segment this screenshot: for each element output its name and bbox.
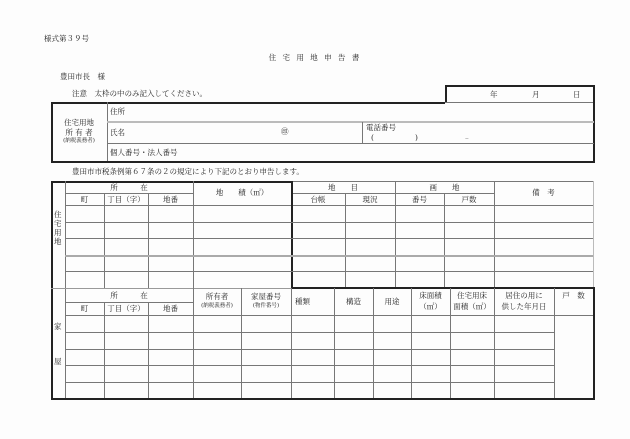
house-col-house-number: 家屋番号: [251, 292, 281, 301]
house-rows[interactable]: [65, 315, 593, 398]
land-col-units: 戸数: [461, 195, 477, 204]
house-side-label-1: 家: [54, 322, 62, 331]
land-col-registry: 台帳: [310, 195, 326, 204]
land-side-label: 住宅用地: [54, 210, 62, 246]
land-col-area: 地 積（㎡）: [215, 188, 269, 197]
phone-label: 電話番号: [366, 123, 396, 132]
house-location-header: 所 在: [110, 291, 148, 300]
house-col-res-floor-1: 住宅用床: [457, 291, 487, 300]
phone-paren-open: (: [371, 133, 374, 142]
house-col-chome: 丁目（字）: [107, 304, 145, 313]
notice-text: 注意 太枠の中のみ記入してください。: [72, 89, 207, 98]
house-col-lot: 地番: [163, 304, 178, 313]
owner-label-1: 住宅用地: [64, 118, 94, 127]
address-label: 住所: [110, 107, 125, 116]
seal-mark: ㊞: [281, 127, 289, 136]
date-year-label: 年: [490, 90, 498, 99]
owner-label-2: 所 有 者: [65, 128, 93, 137]
date-day-label: 日: [573, 90, 581, 99]
house-col-res-floor-2: 面積（㎡）: [453, 302, 491, 311]
parcel-header: 画 地: [429, 183, 460, 192]
land-col-town: 町: [80, 195, 89, 204]
date-month-label: 月: [532, 90, 540, 99]
house-col-units: 戸 数: [562, 291, 585, 300]
land-rows[interactable]: [65, 205, 593, 288]
phone-field[interactable]: [375, 133, 585, 143]
id-number-label: 個人番号・法人番号: [110, 148, 178, 157]
form-number: 様式第３９号: [44, 34, 89, 43]
name-label: 氏名: [110, 128, 125, 137]
house-col-floor-area-2: （㎡）: [419, 302, 442, 311]
land-col-parcel-number: 番号: [412, 195, 427, 204]
house-col-owner: 所有者: [205, 292, 229, 301]
land-col-actual: 現況: [362, 195, 378, 204]
house-col-town: 町: [80, 304, 89, 313]
id-number-field[interactable]: [185, 145, 590, 160]
land-location-header: 所 在: [110, 183, 148, 192]
land-col-lot: 地番: [163, 195, 178, 204]
house-col-floor-area-1: 床面積: [419, 291, 442, 300]
house-col-res-date-2: 供した年月日: [501, 302, 547, 311]
land-category-header: 地 目: [328, 183, 358, 192]
page-title: 住 宅 用 地 申 告 書: [268, 53, 362, 62]
name-field[interactable]: [130, 124, 270, 142]
declaration-text: 豊田市市税条例第６７条の２の規定により下記のとおり申告します。: [72, 167, 304, 176]
house-col-res-date-1: 居住の用に: [505, 291, 543, 300]
land-col-remarks: 備 考: [532, 188, 555, 197]
addressee: 豊田市長 様: [60, 72, 105, 81]
house-side-label-2: 屋: [54, 357, 62, 366]
land-col-chome: 丁目（字）: [107, 195, 145, 204]
house-col-use: 用途: [384, 297, 400, 306]
address-field[interactable]: [130, 104, 590, 120]
house-col-kind: 種類: [295, 297, 310, 306]
phone-dash: –: [465, 133, 469, 142]
house-col-structure: 構造: [346, 297, 361, 306]
house-col-house-number-sub: (物件番号): [252, 303, 280, 309]
house-col-owner-sub: (納税義務者): [201, 303, 233, 309]
owner-label-3: (納税義務者): [63, 138, 95, 144]
phone-paren-close: ): [415, 133, 418, 142]
